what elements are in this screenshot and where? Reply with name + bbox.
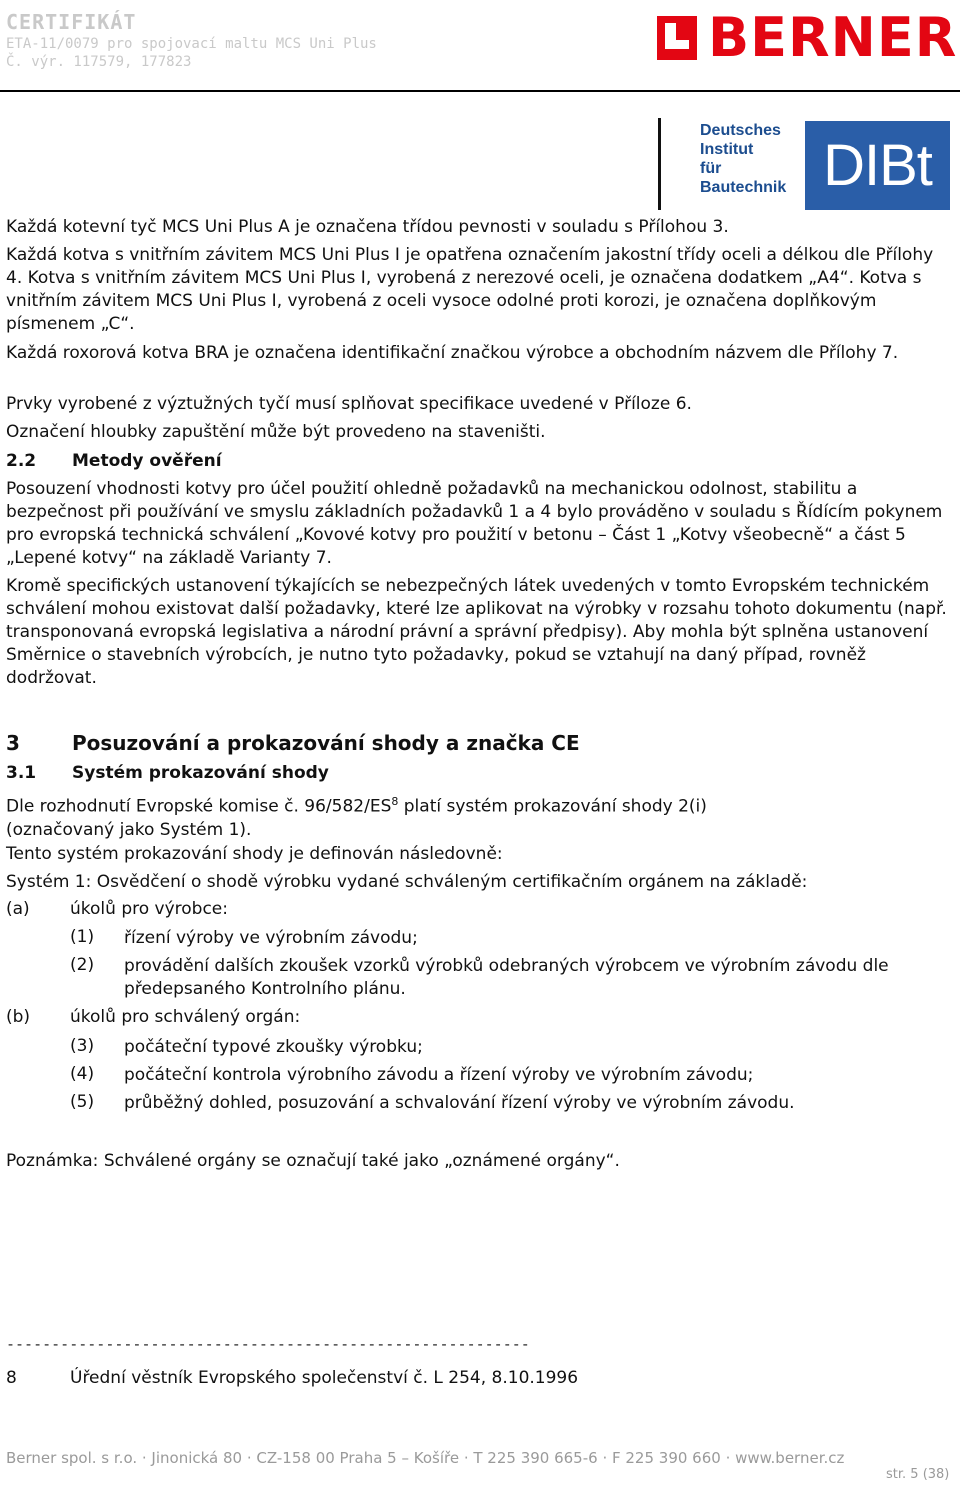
footnote-number: 8 (6, 1368, 17, 1388)
section-number: 3.1 (6, 763, 37, 783)
dibt-institute-name (700, 121, 786, 197)
list-label: (5) (70, 1092, 95, 1112)
header-divider (0, 90, 960, 92)
footnote-separator: ---------------------------------------------------------- (6, 1335, 530, 1353)
section-title: Posuzování a prokazování shody a značka CE (72, 731, 580, 755)
section-number: 2.2 (6, 451, 37, 471)
list-label: (a) (6, 899, 30, 919)
paragraph: Systém 1: Osvědčení o shodě výrobku vydané schváleným certifikačním orgánem na základě: (6, 872, 808, 892)
list-item: průběžný dohled, posuzování a schvalování řízení výroby ve výrobním závodu. (124, 1093, 795, 1113)
note: Poznámka: Schválené orgány se označují také jako „oznámené orgány“. (6, 1151, 620, 1171)
berner-logo: BERNER (708, 6, 958, 69)
list-item: počáteční typové zkoušky výrobku; (124, 1037, 423, 1057)
page-number: str. 5 (38) (886, 1467, 950, 1482)
paragraph: Kromě specifických ustanovení týkajících se nebezpečných látek uvedených v tomto Evropském technickém schválení mohou existovat další požadavky, které lze aplikovat na výrobky v rozsahu tohoto dokumentu (např. transponovaná evropská legislativa a národní právní a správní předpisy). Aby mohla být splněna ustanovení Směrnice o stavebních výrobcích, je nutno tyto požadavky, pokud se vztahují na daný případ, rovněž dodržovat. (6, 576, 947, 688)
dibt-line: Bautechnik (700, 179, 787, 196)
list-label: (1) (70, 927, 95, 947)
header-subtitle: ETA-11/0079 pro spojovací maltu MCS Uni Plus (6, 36, 377, 52)
paragraph: Označení hloubky zapuštění může být provedeno na staveništi. (6, 422, 546, 442)
dibt-line: für (700, 160, 722, 177)
list-item: provádění dalších zkoušek vzorků výrobků odebraných výrobcem ve výrobním závodu dle předepsaného Kontrolního plánu. (124, 956, 889, 999)
section-number: 3 (6, 731, 20, 755)
text: Dle rozhodnutí Evropské komise č. 96/582/ES (6, 796, 392, 817)
footnote-text: Úřední věstník Evropského společenství č. L 254, 8.10.1996 (70, 1368, 579, 1388)
header-product-number: Č. výr. 117579, 177823 (6, 54, 192, 70)
section-heading-3 (6, 731, 580, 755)
dibt-logo: DIBt (805, 121, 950, 210)
section-title: Systém prokazování shody (72, 763, 329, 783)
paragraph: Každá kotva s vnitřním závitem MCS Uni Plus I je opatřena označením jakostní třídy oceli a délkou dle Přílohy 4. Kotva s vnitřním závitem MCS Uni Plus I, vyrobená z nerezové oceli, je označena dodatkem „A4“. Kotva s vnitřním závitem MCS Uni Plus I, vyrobená z oceli vysoce odolné proti korozi, je označena doplňkovým písmenem „C“. (6, 245, 934, 334)
document-title: CERTIFIKÁT (6, 10, 137, 34)
text: platí systém prokazování shody 2(i) (398, 796, 707, 817)
paragraph: Tento systém prokazování shody je definován následovně: (6, 844, 503, 864)
paragraph: Každá kotevní tyč MCS Uni Plus A je označena třídou pevnosti v souladu s Přílohou 3. (6, 217, 729, 237)
dibt-line: Institut (700, 141, 754, 158)
list-item: počáteční kontrola výrobního závodu a řízení výroby ve výrobním závodu; (124, 1065, 754, 1085)
text: (označovaný jako Systém 1). (6, 819, 252, 840)
berner-logo-mark-icon (657, 16, 697, 60)
section-heading-2-2 (6, 451, 222, 471)
dibt-line: Deutsches (700, 122, 781, 139)
paragraph: Posouzení vhodnosti kotvy pro účel použití ohledně požadavků na mechanickou odolnost, stabilitu a bezpečnost při používání ve smyslu základních požadavků 1 a 4 bylo prováděno v souladu s Řídícím pokynem pro evropská technická schválení „Kovové kotvy pro použití v betonu – Část 1 „Kotvy všeobecně“ a část 5 „Lepené kotvy“ na základě Varianty 7. (6, 479, 943, 568)
paragraph: Prvky vyrobené z výztužných tyčí musí splňovat specifikace uvedené v Příloze 6. (6, 394, 692, 414)
list-label: (2) (70, 955, 95, 975)
list-item: úkolů pro výrobce: (70, 899, 228, 919)
list-label: (3) (70, 1036, 95, 1056)
company-footer: Berner spol. s r.o. · Jinonická 80 · CZ-158 00 Praha 5 – Košíře · T 225 390 665-6 · F 225 390 660 · www.berner.cz (6, 1449, 845, 1467)
dibt-divider (658, 118, 661, 210)
section-title: Metody ověření (72, 451, 222, 471)
paragraph: Každá roxorová kotva BRA je označena identifikační značkou výrobce a obchodním názvem dle Přílohy 7. (6, 343, 899, 363)
footnote-ref: 8 (391, 795, 399, 808)
section-heading-3-1 (6, 763, 329, 783)
list-item: úkolů pro schválený orgán: (70, 1007, 301, 1027)
list-item: řízení výroby ve výrobním závodu; (124, 928, 418, 948)
paragraph (6, 790, 954, 842)
list-label: (b) (6, 1007, 31, 1027)
list-label: (4) (70, 1064, 95, 1084)
